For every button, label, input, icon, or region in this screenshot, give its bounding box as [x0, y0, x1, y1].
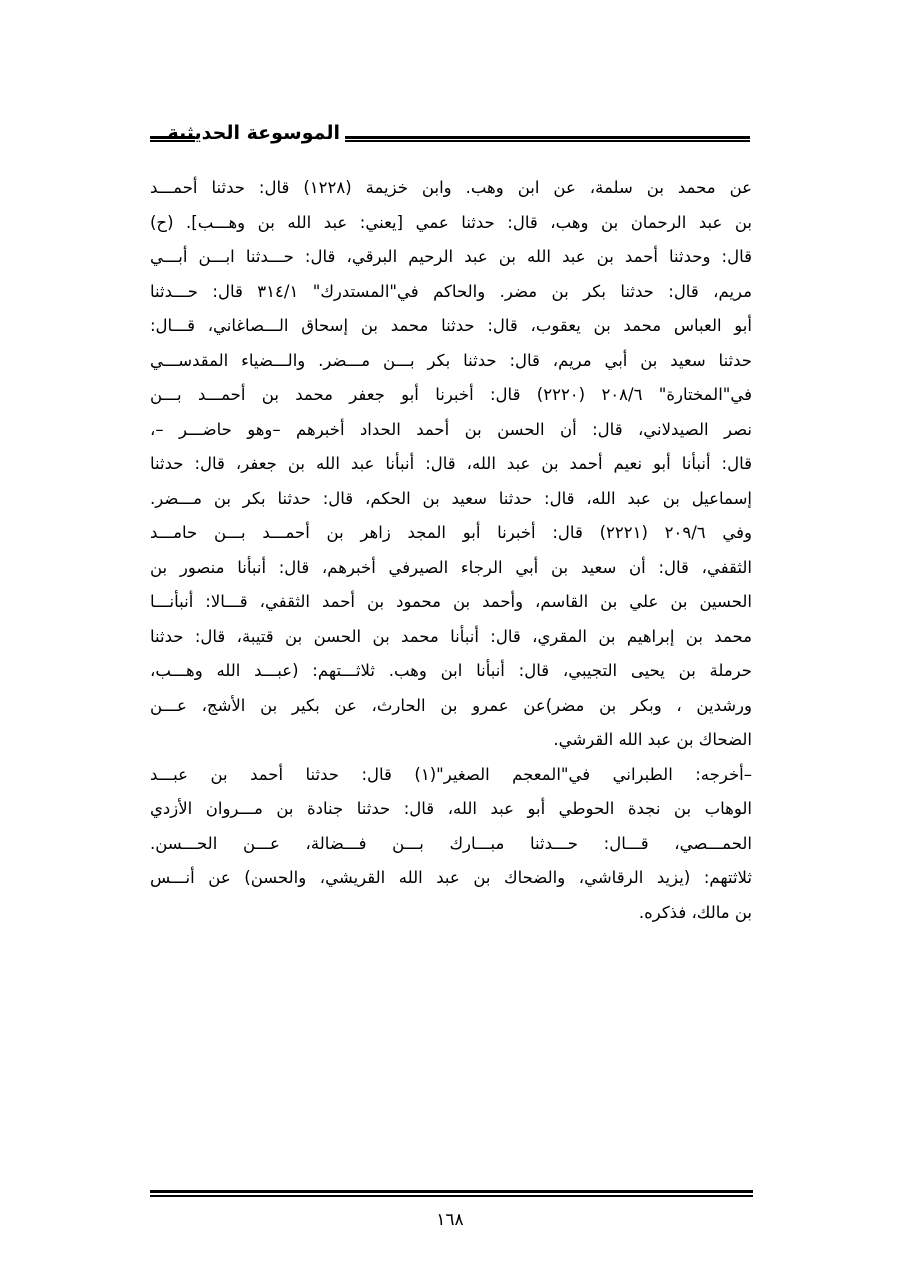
text-line: حدثنا سعيد بن أبي مريم، قال: حدثنا بكر بـــن مـــضر. والـــضياء المقدســـي	[150, 350, 752, 370]
text-line: محمد بن إبراهيم بن المقري، قال: أنبأنا محمد بن الحسن بن قتيبة، قال: حدثنا	[150, 626, 752, 646]
text-line: إسماعيل بن عبد الله، قال: حدثنا سعيد بن الحكم، قال: حدثنا بكر بن مـــضر.	[150, 488, 752, 508]
text-line: عن محمد بن سلمة، عن ابن وهب. وابن خزيمة (١٢٢٨) قال: حدثنا أحمـــد	[150, 178, 752, 197]
text-line: قال: وحدثنا أحمد بن عبد الله بن عبد الرحيم البرقي، قال: حـــدثنا ابـــن أبـــي	[150, 247, 752, 266]
text-line: ثلاثتهم: (يزيد الرقاشي، والضحاك بن عبد الله القريشي، والحسن) عن أنـــس	[150, 868, 752, 887]
text-line: الحسين بن علي بن القاسم، وأحمد بن محمود بن أحمد الثقفي، قـــالا: أنبأنـــا	[150, 592, 752, 611]
text-line: بن مالك، فذكره.	[638, 902, 752, 922]
text-line: نصر الصيدلاني، قال: أن الحسن بن أحمد الحداد أخبرهم –وهو حاضـــر –،	[150, 419, 752, 439]
running-header	[150, 120, 750, 156]
text-line: قال: أنبأنا أبو نعيم أحمد بن عبد الله، قال: أنبأنا عبد الله بن جعفر، قال: حدثنا	[150, 454, 752, 473]
footer-rule	[150, 1190, 753, 1197]
text-line: –أخرجه: الطبراني في"المعجم الصغير"(١) قال: حدثنا أحمد بن عبـــد	[150, 764, 752, 784]
text-line: في"المختارة" ٢٠٨/٦ (٢٢٢٠) قال: أخبرنا أبو جعفر محمد بن أحمـــد بـــن	[150, 385, 752, 404]
text-line: حرملة بن يحيى التجيبي، قال: أنبأنا ابن وهب. ثلاثـــتهم: (عبـــد الله وهـــب،	[150, 661, 752, 680]
text-line: ورشدين ، وبكر بن مضر)عن عمرو بن الحارث، عن بكير بن الأشج، عـــن	[150, 695, 752, 715]
text-line: وفي ٢٠٩/٦ (٢٢٢١) قال: أخبرنا أبو المجد زاهر بن أحمـــد بـــن حامـــد	[150, 523, 752, 542]
text-line: الوهاب بن نجدة الحوطي أبو عبد الله، قال: حدثنا جنادة بن مـــروان الأزدي	[150, 799, 752, 818]
text-line: الضحاك بن عبد الله القرشي.	[553, 730, 752, 749]
text-line: الحمـــصي، قـــال: حـــدثنا مبـــارك بـــن فـــضالة، عـــن الحـــسن.	[150, 833, 752, 853]
body-text	[150, 171, 752, 930]
text-line: أبو العباس محمد بن يعقوب، قال: حدثنا محمد بن إسحاق الـــصاغاني، قـــال:	[150, 316, 752, 335]
text-line: مريم، قال: حدثنا بكر بن مضر. والحاكم في"المستدرك" ٣١٤/١ قال: حـــدثنا	[150, 281, 752, 301]
header-rule-right	[345, 136, 750, 142]
header-title: الموسوعة الحديثية	[167, 122, 340, 144]
page-number: ١٦٨	[436, 1210, 464, 1230]
text-line: الثقفي، قال: أن سعيد بن أبي الرجاء الصيرفي أخبرهم، قال: أنبأنا منصور بن	[150, 557, 752, 577]
text-line: بن عبد الرحمان بن وهب، قال: حدثنا عمي [يعني: عبد الله بن وهـــب]. (ح)	[150, 212, 752, 232]
